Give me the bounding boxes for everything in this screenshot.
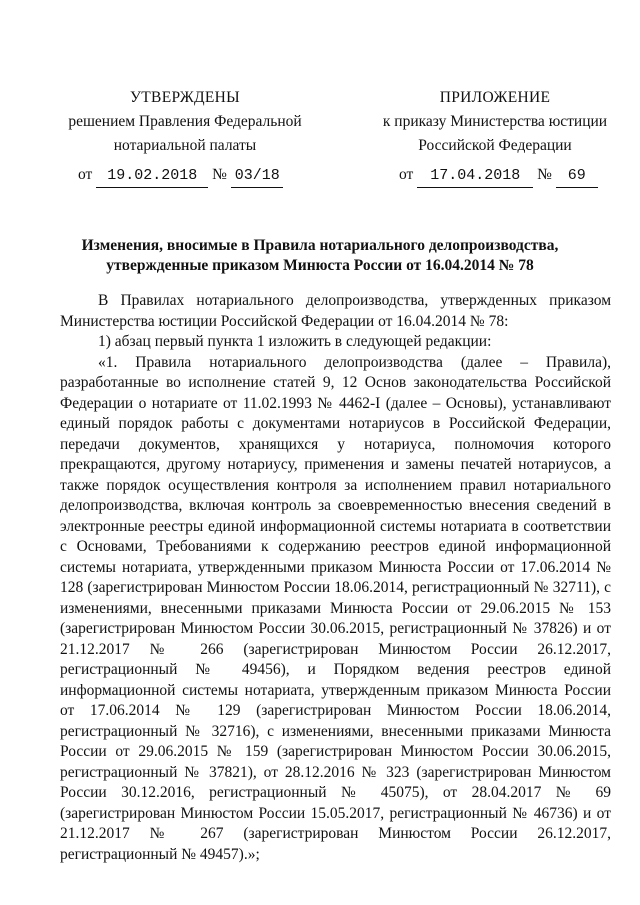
approval-date: 19.02.2018 xyxy=(96,165,208,188)
document-body xyxy=(60,291,611,865)
approval-date-prefix: от xyxy=(78,166,93,183)
title-line-2: утвержденные приказом Минюста России от 16.04.2014 № 78 xyxy=(106,257,534,274)
appendix-number: 69 xyxy=(556,165,598,188)
approval-number: 03/18 xyxy=(231,165,283,188)
approval-line-1: решением Правления Федеральной xyxy=(68,113,302,130)
approval-line-2: нотариальной палаты xyxy=(113,137,257,154)
appendix-date-number xyxy=(399,164,598,188)
appendix-line-2: Российской Федерации xyxy=(418,137,572,154)
item-1-paragraph: 1) абзац первый пункта 1 изложить в следующей редакции: xyxy=(98,333,492,350)
appendix-number-prefix: № xyxy=(537,166,552,183)
appendix-date-prefix: от xyxy=(399,166,414,183)
appendix-block xyxy=(380,86,610,158)
approval-block xyxy=(60,86,310,158)
approval-number-prefix: № xyxy=(212,166,227,183)
intro-paragraph: В Правилах нотариального делопроизводства, утвержденных приказом Министерства юстиции Российской Федерации от 16.04.2014 № 78: xyxy=(60,292,611,330)
approval-heading: УТВЕРЖДЕНЫ xyxy=(130,89,240,106)
approval-date-number xyxy=(78,164,283,188)
appendix-date: 17.04.2018 xyxy=(417,165,533,188)
document-title xyxy=(60,236,580,276)
appendix-line-1: к приказу Министерства юстиции xyxy=(382,113,608,130)
quoted-paragraph: «1. Правила нотариального делопроизводства (далее – Правила), разработанные во исполнение статей 9, 12 Основ законодательства Российской Федерации о нотариате от 11.02.1993 № 4462-I (далее – Основы), устанавливают единый порядок работы с документами нотариусов в Российской Федерации, передачи документов, хранящихся у нотариуса, полномочия которого прекращаются, другому нотариусу, применения и замены печатей нотариусов, а также порядок осуществления контроля за исполнением правил нотариального делопроизводства, включая контроль за своевременностью внесения сведений в электронные реестры единой информационной системы нотариата в соответствии с Основами, Требованиями к содержанию реестров единой информационной системы нотариата, утвержденными приказом Минюста России от 17.06.2014 № 128 (зарегистрирован Минюстом России 18.06.2014, регистрационный № 32711), с изменениями, внесенными приказами Минюста России от 29.06.2015 № 153 (зарегистрирован Минюстом России 30.06.2015, регистрационный № 37826) и от 21.12.2017 № 266 (зарегистрирован Минюстом России 26.12.2017, регистрационный № 49456), и Порядком ведения реестров единой информационной системы нотариата, утвержденным приказом Минюста России от 17.06.2014 № 129 (зарегистрирован Минюстом России 18.06.2014, регистрационный № 32716), с изменениями, внесенными приказами Минюста России от 29.06.2015 № 159 (зарегистрирован Минюстом России 30.06.2015, регистрационный № 37821), от 28.12.2016 № 323 (зарегистрирован Минюстом России 30.12.2016, регистрационный № 45075), от 28.04.2017 № 69 (зарегистрирован Минюстом России 15.05.2017, регистрационный № 46736) и от 21.12.2017 № 267 (зарегистрирован Минюстом России 26.12.2017, регистрационный № 49457).»; xyxy=(60,353,611,863)
title-line-1: Изменения, вносимые в Правила нотариального делопроизводства, xyxy=(81,237,559,254)
appendix-heading: ПРИЛОЖЕНИЕ xyxy=(439,89,551,106)
